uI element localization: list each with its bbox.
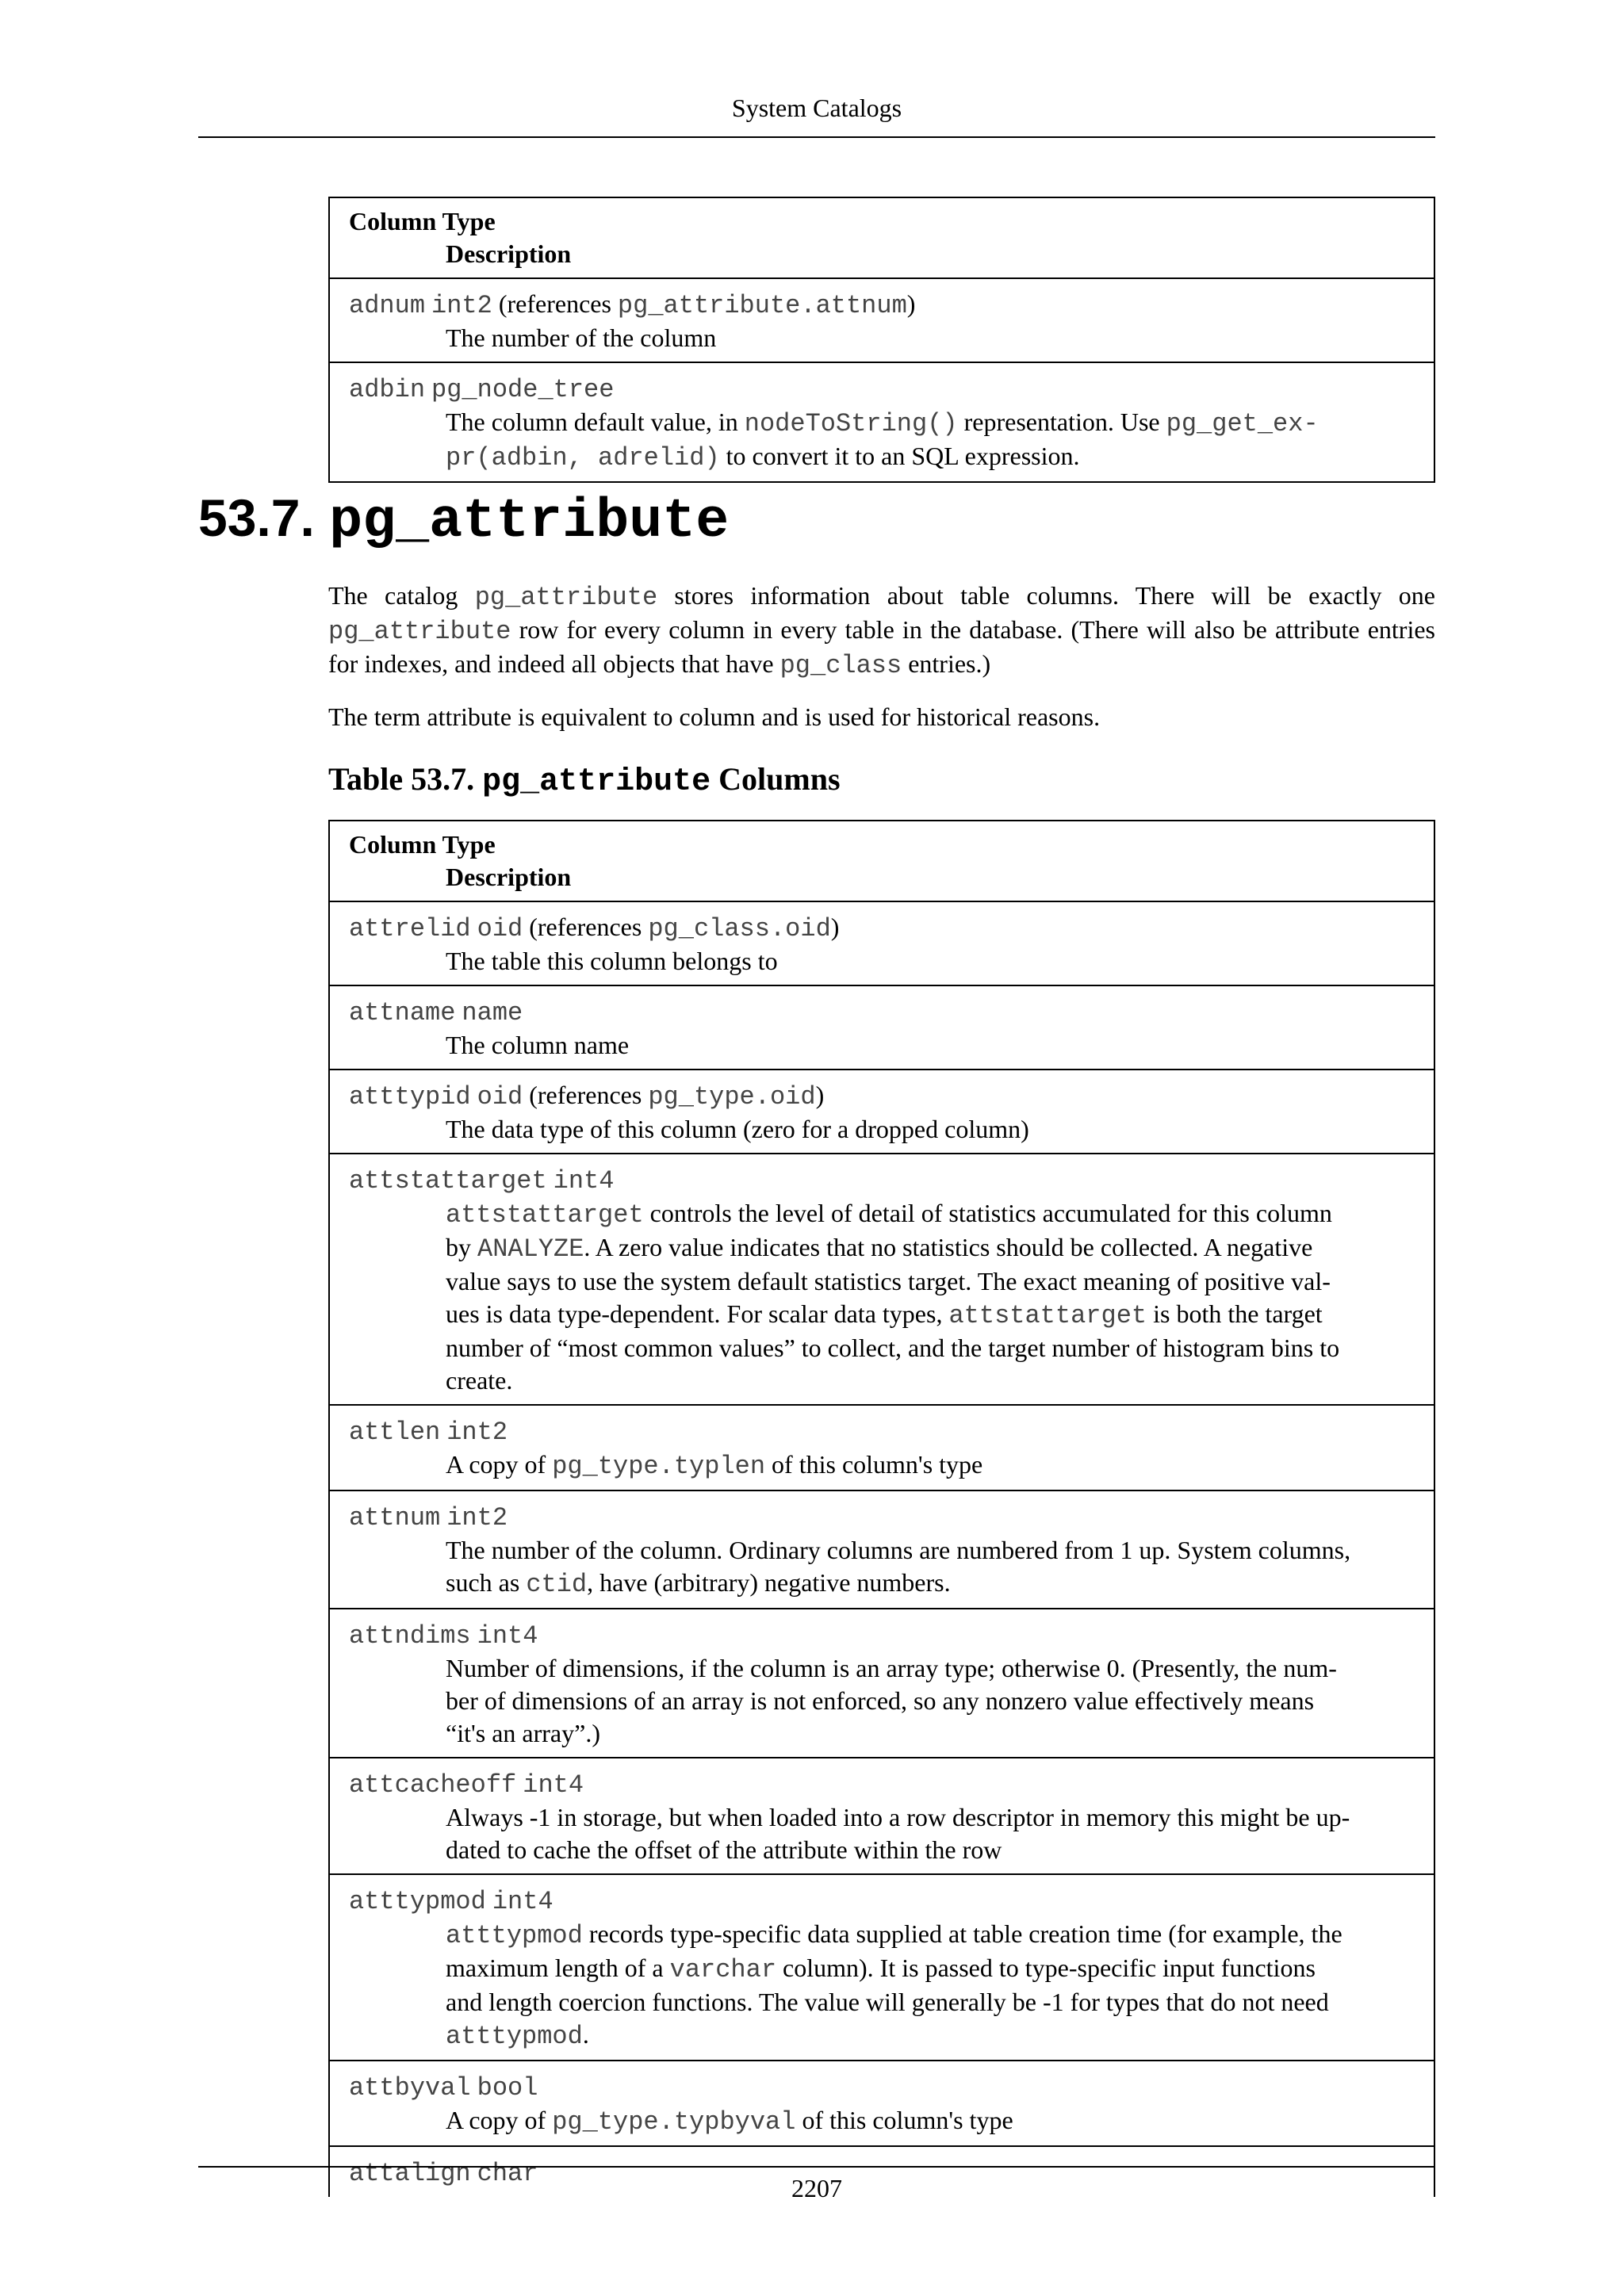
column-signature — [349, 1884, 1421, 1918]
column-description — [349, 1448, 1421, 1483]
column-type: int4 — [477, 1621, 538, 1651]
column-type: int4 — [523, 1770, 584, 1800]
reference-target: pg_class.oid — [648, 914, 831, 943]
column-name: atttypid — [349, 1082, 471, 1112]
code-run: atttypmod — [446, 1921, 583, 1950]
column-signature — [349, 1414, 1421, 1448]
description-line — [446, 1231, 1421, 1265]
column-signature — [349, 1618, 1421, 1652]
text-run: to convert it to an SQL expression. — [719, 442, 1080, 470]
code-run: nodeToString() — [744, 409, 958, 438]
description-line: The number of the column. Ordinary columns are numbered from 1 up. System columns, — [446, 1536, 1351, 1564]
column-signature — [349, 1163, 1421, 1197]
description-line — [446, 406, 1421, 440]
column-name: adnum — [349, 291, 426, 320]
attrdef-columns-table — [328, 197, 1435, 483]
column-signature — [349, 995, 1421, 1029]
column-description: The column name — [446, 1031, 630, 1059]
text-run: by — [446, 1233, 477, 1261]
code-run: pg_type.typbyval — [552, 2107, 796, 2137]
text-run: records type-specific data supplied at table creation time (for example, the — [582, 1919, 1342, 1948]
column-type: bool — [477, 2073, 538, 2103]
column-description: The number of the column — [446, 323, 717, 352]
table-row-attlen — [330, 1404, 1434, 1490]
table-row-atttypmod — [330, 1873, 1434, 2060]
description-line: “it's an array”.) — [446, 1719, 600, 1747]
description-line: and length coercion functions. The value will generally be -1 for types that do not need — [446, 1988, 1329, 2016]
text-run: of this column's type — [795, 2106, 1013, 2134]
page-number: 2207 — [791, 2174, 842, 2202]
caption-code: pg_attribute — [482, 764, 711, 800]
description-line: Number of dimensions, if the column is an array type; otherwise 0. (Presently, the num- — [446, 1654, 1337, 1682]
code-run: pr(adbin, adrelid) — [446, 443, 720, 473]
table-row-attrelid — [330, 901, 1434, 985]
section-title: pg_attribute — [329, 491, 730, 553]
table-header-row — [330, 198, 1434, 277]
column-type: int4 — [553, 1166, 615, 1196]
reference-close: ) — [815, 1081, 825, 1109]
column-type: int2 — [446, 1503, 508, 1533]
column-type: int2 — [431, 291, 492, 320]
column-type: char — [477, 2159, 538, 2188]
column-description: The table this column belongs to — [446, 947, 778, 975]
code-run: pg_get_ex- — [1166, 409, 1319, 438]
reference-close: ) — [906, 289, 916, 318]
code-run: attstattarget — [948, 1301, 1147, 1330]
column-signature — [349, 911, 1421, 945]
description-heading: Description — [446, 239, 572, 268]
text-run: is both the target — [1147, 1299, 1323, 1328]
reference-text: (references — [523, 913, 649, 941]
column-signature — [349, 288, 1421, 322]
table-row-attstattarget — [330, 1153, 1434, 1404]
description-line — [446, 1918, 1421, 1952]
column-type: oid — [477, 1082, 523, 1112]
text-run: column). It is passed to type-specific input functions — [776, 1954, 1316, 1982]
text-run: controls the level of detail of statistics accumulated for this column — [643, 1199, 1332, 1227]
reference-target: pg_type.oid — [648, 1082, 816, 1112]
text-run: ues is data type-dependent. For scalar data types, — [446, 1299, 949, 1328]
caption-prefix: Table 53.7. — [328, 761, 483, 797]
column-type: int4 — [492, 1887, 553, 1916]
text-run: A copy of — [446, 2106, 553, 2134]
table-row-attcacheoff — [330, 1757, 1434, 1873]
text-run: . — [582, 2020, 589, 2049]
column-signature — [349, 1767, 1421, 1801]
column-signature — [349, 1500, 1421, 1534]
table-row-attname — [330, 985, 1434, 1069]
text-run: stores information about table columns. There will be exactly one — [657, 581, 1436, 610]
description-line: value says to use the system default statistics target. The exact meaning of positive val- — [446, 1267, 1331, 1295]
column-description — [349, 406, 1421, 474]
description-line: dated to cache the offset of the attribute within the row — [446, 1835, 1002, 1864]
table-row-attbyval — [330, 2060, 1434, 2145]
text-run: entries.) — [902, 649, 991, 678]
description-line — [446, 2019, 1421, 2053]
column-description — [349, 1197, 1421, 1397]
code-run: atttypmod — [446, 2022, 583, 2051]
column-name: attstattarget — [349, 1166, 547, 1196]
section-number: 53.7. — [198, 488, 315, 547]
text-run: representation. Use — [957, 408, 1166, 436]
terminology-paragraph: The term attribute is equivalent to column and is used for historical reasons. — [328, 702, 1101, 731]
column-name: attrelid — [349, 914, 471, 943]
table-row-atttypid — [330, 1069, 1434, 1153]
column-name: attnum — [349, 1503, 441, 1533]
code-run: ctid — [526, 1570, 588, 1599]
text-run: of this column's type — [765, 1450, 983, 1479]
code-run: varchar — [669, 1955, 777, 1984]
description-line: create. — [446, 1366, 513, 1395]
column-name: atttypmod — [349, 1887, 486, 1916]
text-run: The catalog — [328, 581, 475, 610]
section-heading — [198, 486, 729, 554]
description-line — [446, 1567, 1421, 1601]
text-run: , have (arbitrary) negative numbers. — [587, 1568, 951, 1597]
column-description — [349, 2104, 1421, 2138]
column-type-heading: Column Type — [349, 207, 496, 235]
table-row-adbin — [330, 362, 1434, 481]
intro-paragraph — [328, 580, 1435, 682]
code-run: ANALYZE — [477, 1234, 584, 1264]
text-run: The column default value, in — [446, 408, 745, 436]
text-run: row for every column in every table in the database. (There will also be attribute entries for indexes, and indeed all objects that have — [328, 615, 1435, 678]
description-line — [446, 1197, 1421, 1231]
text-run: maximum length of a — [446, 1954, 670, 1982]
column-type: oid — [477, 914, 523, 943]
description-line: Always -1 in storage, but when loaded into a row descriptor in memory this might be up- — [446, 1803, 1350, 1831]
column-name: attcacheoff — [349, 1770, 517, 1800]
description-heading: Description — [446, 863, 572, 891]
reference-target: pg_attribute.attnum — [617, 291, 907, 320]
column-name: attalign — [349, 2159, 471, 2188]
description-line — [446, 440, 1421, 474]
table-row-attnum — [330, 1490, 1434, 1608]
running-header: System Catalogs — [731, 94, 902, 122]
caption-suffix: Columns — [710, 761, 841, 797]
column-type: name — [462, 998, 523, 1027]
code-run: pg_attribute — [474, 583, 658, 612]
table-row-adnum — [330, 277, 1434, 362]
code-run: pg_attribute — [328, 617, 511, 646]
code-run: attstattarget — [446, 1200, 644, 1230]
column-signature — [349, 2070, 1421, 2104]
column-type: int2 — [446, 1418, 508, 1447]
text-run: such as — [446, 1568, 527, 1597]
column-type-heading: Column Type — [349, 830, 496, 859]
reference-close: ) — [830, 913, 840, 941]
header-rule — [198, 136, 1435, 138]
column-description — [349, 1534, 1421, 1601]
column-name: attname — [349, 998, 456, 1027]
column-signature — [349, 372, 1421, 406]
column-name: attbyval — [349, 2073, 471, 2103]
column-description — [349, 1652, 1421, 1750]
column-signature — [349, 1079, 1421, 1113]
column-description — [349, 1801, 1421, 1866]
table-caption — [328, 760, 841, 802]
column-description: The data type of this column (zero for a dropped column) — [446, 1115, 1029, 1143]
description-line: number of “most common values” to collect, and the target number of histogram bins to — [446, 1334, 1340, 1362]
table-row-attndims — [330, 1608, 1434, 1757]
reference-text: (references — [523, 1081, 649, 1109]
reference-text: (references — [492, 289, 618, 318]
code-run: pg_class — [779, 651, 902, 680]
column-name: attndims — [349, 1621, 471, 1651]
description-line — [446, 1952, 1421, 1986]
column-name: attlen — [349, 1418, 441, 1447]
column-type: pg_node_tree — [431, 375, 615, 404]
footer-rule — [198, 2166, 1435, 2168]
text-run: . A zero value indicates that no statistics should be collected. A negative — [584, 1233, 1313, 1261]
code-run: pg_type.typlen — [552, 1452, 766, 1481]
pg-attribute-columns-table — [328, 820, 1435, 2197]
column-description — [349, 1918, 1421, 2053]
column-name: adbin — [349, 375, 426, 404]
description-line: ber of dimensions of an array is not enforced, so any nonzero value effectively means — [446, 1686, 1315, 1715]
text-run: A copy of — [446, 1450, 553, 1479]
table-header-row — [330, 821, 1434, 901]
description-line — [446, 1298, 1421, 1332]
